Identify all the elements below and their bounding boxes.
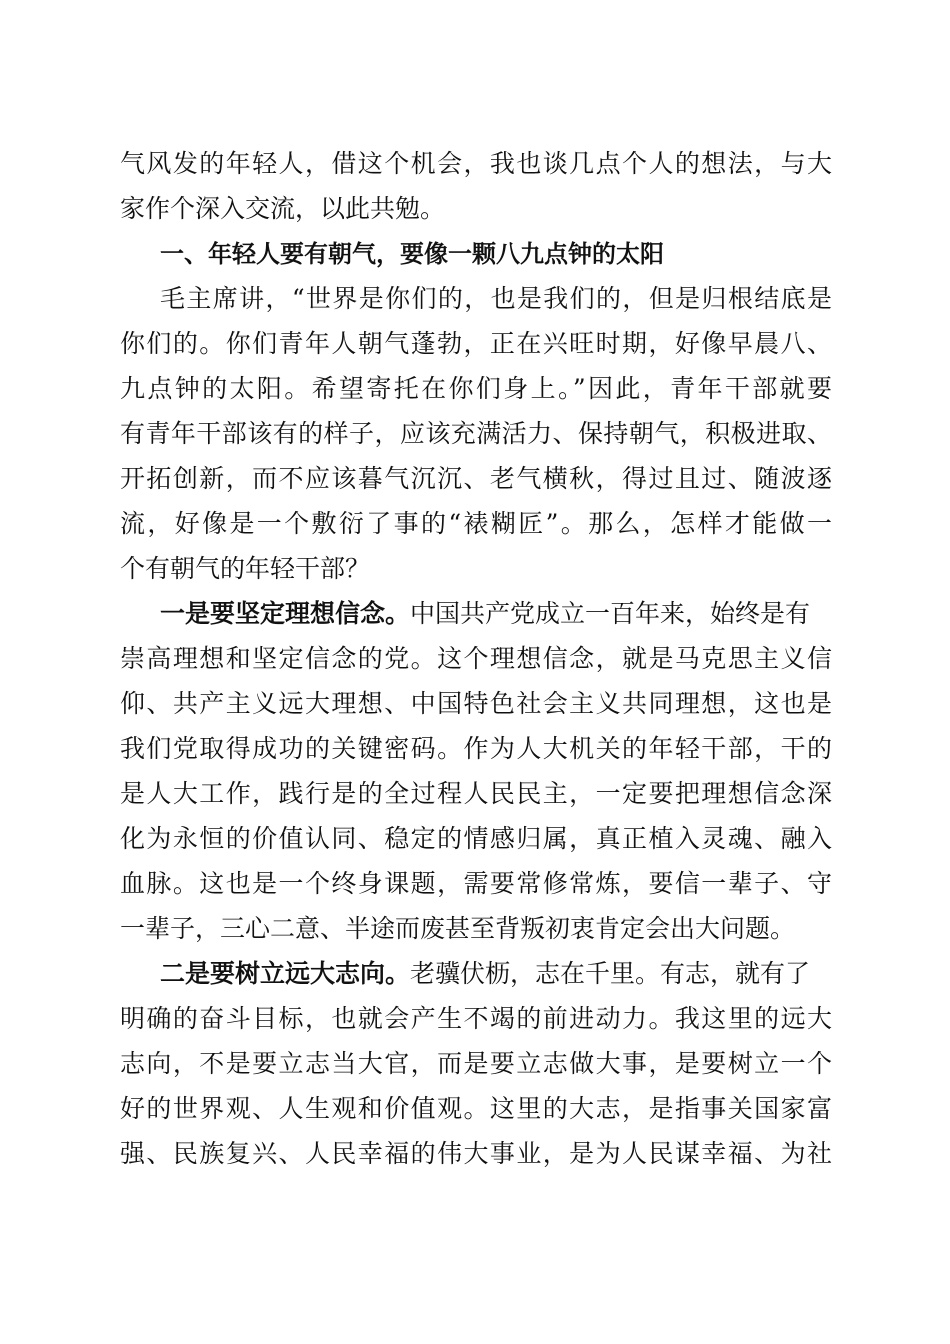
line-text: 强、民族复兴、人民幸福的伟大事业，是为人民谋幸福、为社 (120, 1139, 832, 1168)
line-text: 一辈子，三心二意、半途而废甚至背叛初衷肯定会出大问题。 (120, 914, 796, 943)
text-line (120, 909, 832, 949)
line-text: 流，好像是一个敷衍了事的“裱糊匠”。那么，怎样才能做一 (120, 509, 832, 538)
text-line (120, 189, 832, 229)
text-line (120, 1134, 832, 1174)
text-line (160, 279, 832, 319)
text-line (120, 819, 832, 859)
line-text: 有青年干部该有的样子，应该充满活力、保持朝气，积极进取、 (120, 419, 832, 448)
line-text: 气风发的年轻人，借这个机会，我也谈几点个人的想法，与大 (120, 149, 832, 178)
line-text: 毛主席讲，“世界是你们的，也是我们的，但是归根结底是 (160, 284, 832, 313)
line-text: 化为永恒的价值认同、稳定的情感归属，真正植入灵魂、融入 (120, 824, 832, 853)
text-line (120, 144, 832, 184)
text-line (120, 1044, 832, 1084)
section-heading (160, 234, 760, 274)
line-text: 崇高理想和坚定信念的党。这个理想信念，就是马克思主义信 (120, 644, 832, 673)
line-text: 是人大工作，践行是的全过程人民民主，一定要把理想信念深 (120, 779, 832, 808)
text-line (120, 684, 832, 724)
text-line (120, 504, 832, 544)
heading-text: 一、年轻人要有朝气，要像一颗八九点钟的太阳 (160, 240, 664, 268)
text-line (120, 549, 832, 589)
text-line (120, 1089, 832, 1129)
line-text: 九点钟的太阳。希望寄托在你们身上。”因此，青年干部就要 (120, 374, 832, 403)
text-line (120, 324, 832, 364)
text-line (160, 594, 832, 634)
text-line (120, 999, 832, 1039)
line-text: 开拓创新，而不应该暮气沉沉、老气横秋，得过且过、随波逐 (120, 464, 832, 493)
line-text: 志向，不是要立志当大官，而是要立志做大事，是要树立一个 (120, 1049, 832, 1078)
line-text: 血脉。这也是一个终身课题，需要常修常炼，要信一辈子、守 (120, 869, 832, 898)
text-line (160, 954, 832, 994)
text-line (120, 414, 832, 454)
line-text: 仰、共产主义远大理想、中国特色社会主义共同理想，这也是 (120, 689, 832, 718)
point-title: 二是要树立远大志向。 (160, 959, 411, 988)
text-line (120, 639, 832, 679)
text-line (120, 459, 832, 499)
text-line (120, 774, 832, 814)
line-text: 中国共产党成立一百年来，始终是有 (410, 599, 811, 628)
text-line (120, 369, 832, 409)
line-text: 家作个深入交流，以此共勉。 (120, 194, 446, 223)
line-text: 明确的奋斗目标，也就会产生不竭的前进动力。我这里的远大 (120, 1004, 832, 1033)
text-line (120, 729, 832, 769)
point-title: 一是要坚定理想信念。 (160, 599, 411, 628)
line-text: 我们党取得成功的关键密码。作为人大机关的年轻干部，干的 (120, 734, 832, 763)
line-text: 老骥伏枥，志在千里。有志，就有了 (410, 959, 811, 988)
line-text: 好的世界观、人生观和价值观。这里的大志，是指事关国家富 (120, 1094, 832, 1123)
line-text: 你们的。你们青年人朝气蓬勃，正在兴旺时期，好像早晨八、 (120, 329, 832, 358)
text-line (120, 864, 832, 904)
line-text: 个有朝气的年轻干部？ (120, 554, 371, 583)
